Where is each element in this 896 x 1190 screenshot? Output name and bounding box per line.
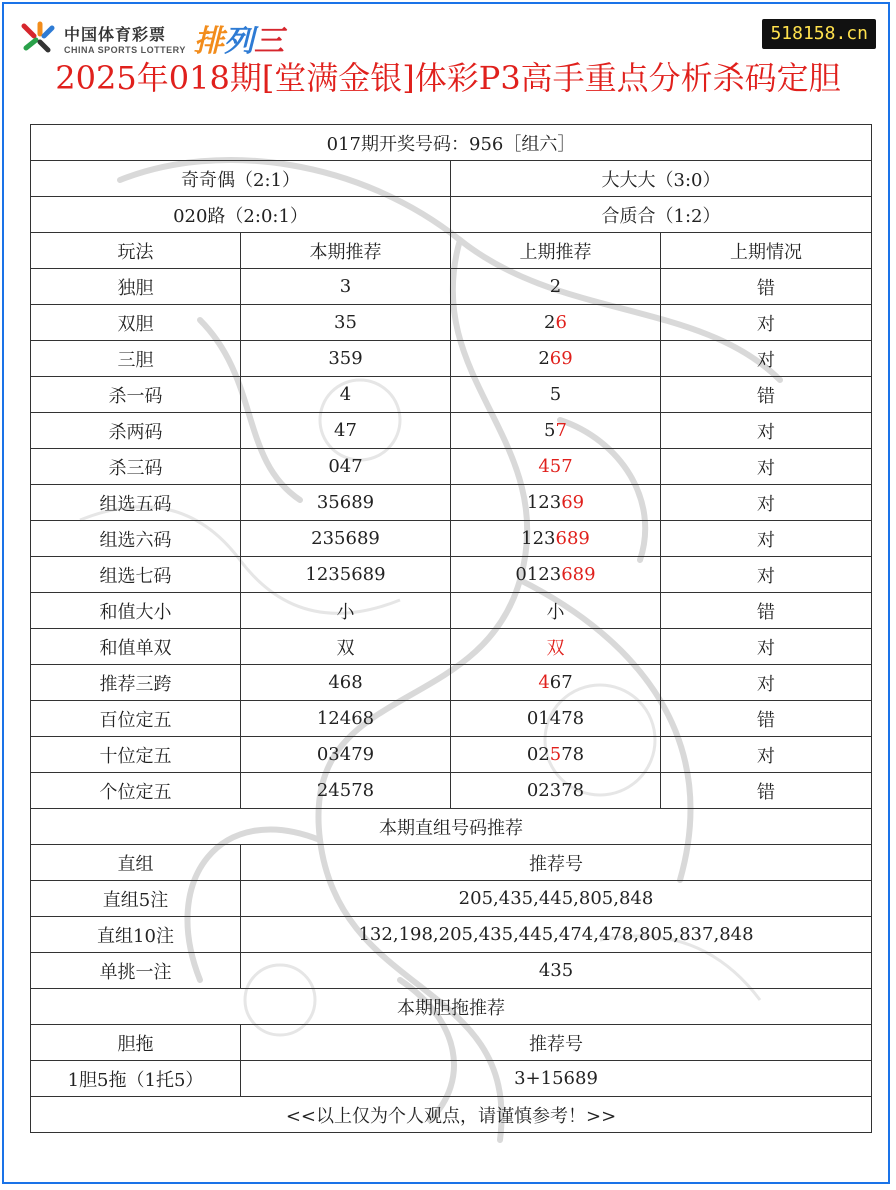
current-pick: 24578 — [241, 773, 451, 809]
current-pick: 双 — [241, 629, 451, 665]
previous-status: 对 — [661, 449, 872, 485]
table-row — [31, 773, 872, 809]
current-pick: 468 — [241, 665, 451, 701]
previous-pick — [451, 413, 661, 449]
direct-row — [31, 917, 872, 953]
current-pick: 235689 — [241, 521, 451, 557]
current-pick: 12468 — [241, 701, 451, 737]
odd-even: 奇奇偶（2:1） — [31, 161, 451, 197]
dantuo-type: 1胆5拖（1托5） — [31, 1061, 241, 1097]
previous-status: 对 — [661, 665, 872, 701]
current-pick: 小 — [241, 593, 451, 629]
previous-pick — [451, 773, 661, 809]
previous-pick — [451, 341, 661, 377]
table-row — [31, 701, 872, 737]
dantuo-col-type: 胆拖 — [31, 1025, 241, 1061]
previous-pick — [451, 449, 661, 485]
previous-pick-segment: 4 — [538, 672, 550, 693]
previous-pick-segment: 69 — [561, 492, 585, 513]
previous-status: 错 — [661, 773, 872, 809]
previous-pick-segment: 0123 — [515, 564, 562, 585]
table-row — [31, 521, 872, 557]
current-pick: 35 — [241, 305, 451, 341]
col-header-previous: 上期推荐 — [451, 233, 661, 269]
play-name: 杀一码 — [31, 377, 241, 413]
footer-note: <<以上仅为个人观点，请谨慎参考！>> — [31, 1097, 872, 1133]
table-row — [31, 629, 872, 665]
previous-pick — [451, 737, 661, 773]
previous-status: 错 — [661, 701, 872, 737]
table-row — [31, 377, 872, 413]
direct-col-nums: 推荐号 — [241, 845, 872, 881]
previous-pick — [451, 701, 661, 737]
brand-pailie3 — [194, 16, 284, 60]
lottery-logo — [18, 16, 284, 60]
draw-result-row — [31, 125, 872, 161]
dantuo-numbers: 3+15689 — [241, 1061, 872, 1097]
current-pick: 47 — [241, 413, 451, 449]
previous-pick-segment: 01478 — [526, 708, 585, 729]
dantuo-section-title-row — [31, 989, 872, 1025]
logo-chinese-text: 中国体育彩票 — [64, 24, 167, 44]
previous-pick — [451, 305, 661, 341]
previous-status: 对 — [661, 413, 872, 449]
previous-pick-segment: 5 — [549, 744, 562, 765]
page-title: 2025年018期[堂满金银]体彩P3高手重点分析杀码定胆 — [55, 59, 841, 97]
current-pick: 35689 — [241, 485, 451, 521]
previous-pick-segment: 2 — [538, 348, 550, 369]
footer-row — [31, 1097, 872, 1133]
direct-section-title-row — [31, 809, 872, 845]
play-name: 和值大小 — [31, 593, 241, 629]
previous-pick — [451, 485, 661, 521]
previous-status: 对 — [661, 629, 872, 665]
play-name: 组选五码 — [31, 485, 241, 521]
table-row — [31, 485, 872, 521]
previous-pick-segment: 689 — [561, 564, 596, 585]
current-pick: 4 — [241, 377, 451, 413]
current-pick: 047 — [241, 449, 451, 485]
previous-status: 对 — [661, 485, 872, 521]
previous-status: 对 — [661, 737, 872, 773]
play-name: 双胆 — [31, 305, 241, 341]
previous-pick-segment: 123 — [526, 492, 562, 513]
play-name: 个位定五 — [31, 773, 241, 809]
table-row — [31, 269, 872, 305]
previous-status: 错 — [661, 593, 872, 629]
table-row — [31, 305, 872, 341]
play-name: 十位定五 — [31, 737, 241, 773]
previous-pick-segment: 5 — [544, 420, 556, 441]
previous-pick-segment: 7 — [555, 420, 567, 441]
brand-char-1: 排 — [193, 24, 224, 59]
column-header-row — [31, 233, 872, 269]
play-name: 组选七码 — [31, 557, 241, 593]
table-row — [31, 737, 872, 773]
current-pick: 3 — [241, 269, 451, 305]
col-header-status: 上期情况 — [661, 233, 872, 269]
current-pick: 359 — [241, 341, 451, 377]
previous-pick-segment: 2 — [544, 312, 556, 333]
previous-pick — [451, 521, 661, 557]
col-header-play: 玩法 — [31, 233, 241, 269]
play-name: 杀三码 — [31, 449, 241, 485]
previous-pick-segment: 2 — [549, 276, 562, 297]
direct-numbers: 435 — [241, 953, 872, 989]
brand-char-2: 列 — [223, 24, 254, 59]
table-row — [31, 341, 872, 377]
direct-numbers: 132,198,205,435,445,474,478,805,837,848 — [241, 917, 872, 953]
previous-pick-segment: 69 — [549, 348, 573, 369]
previous-pick-segment: 457 — [538, 456, 573, 477]
route-row — [31, 197, 872, 233]
previous-pick-segment: 6 — [555, 312, 567, 333]
previous-pick — [451, 557, 661, 593]
dantuo-col-nums: 推荐号 — [241, 1025, 872, 1061]
brand-char-3: 三 — [253, 24, 284, 59]
direct-type: 直组10注 — [31, 917, 241, 953]
previous-pick — [451, 269, 661, 305]
play-name: 推荐三跨 — [31, 665, 241, 701]
dantuo-section-title: 本期胆拖推荐 — [31, 989, 872, 1025]
draw-result: 017期开奖号码：956［组六］ — [31, 125, 872, 161]
play-name: 组选六码 — [31, 521, 241, 557]
play-name: 三胆 — [31, 341, 241, 377]
previous-status: 对 — [661, 305, 872, 341]
previous-pick-segment: 双 — [546, 637, 565, 659]
direct-type: 单挑一注 — [31, 953, 241, 989]
previous-pick — [451, 377, 661, 413]
play-name: 和值单双 — [31, 629, 241, 665]
previous-status: 对 — [661, 341, 872, 377]
play-name: 杀两码 — [31, 413, 241, 449]
direct-row — [31, 881, 872, 917]
current-pick: 03479 — [241, 737, 451, 773]
previous-status: 错 — [661, 377, 872, 413]
table-row — [31, 413, 872, 449]
previous-pick-segment: 123 — [521, 528, 556, 549]
route-012: 020路（2:0:1） — [31, 197, 451, 233]
lottery-logo-icon — [18, 18, 58, 58]
previous-pick — [451, 593, 661, 629]
table-row — [31, 449, 872, 485]
previous-status: 错 — [661, 269, 872, 305]
previous-pick-segment: 02 — [526, 744, 550, 765]
previous-pick-segment: 5 — [549, 384, 562, 405]
logo-english-text: CHINA SPORTS LOTTERY — [64, 44, 186, 55]
analysis-table — [30, 124, 872, 1133]
dantuo-row — [31, 1061, 872, 1097]
shape-row — [31, 161, 872, 197]
previous-pick-segment: 02378 — [526, 780, 585, 801]
table-row — [31, 557, 872, 593]
direct-numbers: 205,435,445,805,848 — [241, 881, 872, 917]
play-name: 独胆 — [31, 269, 241, 305]
direct-header-row — [31, 845, 872, 881]
previous-pick — [451, 629, 661, 665]
direct-row — [31, 953, 872, 989]
table-row — [31, 665, 872, 701]
previous-pick-segment: 78 — [561, 744, 585, 765]
direct-type: 直组5注 — [31, 881, 241, 917]
direct-section-title: 本期直组号码推荐 — [31, 809, 872, 845]
previous-pick-segment: 67 — [549, 672, 573, 693]
direct-col-type: 直组 — [31, 845, 241, 881]
dantuo-header-row — [31, 1025, 872, 1061]
col-header-current: 本期推荐 — [241, 233, 451, 269]
previous-status: 对 — [661, 557, 872, 593]
previous-status: 对 — [661, 521, 872, 557]
prime-composite: 合质合（1:2） — [451, 197, 872, 233]
header — [0, 0, 896, 120]
previous-pick — [451, 665, 661, 701]
current-pick: 1235689 — [241, 557, 451, 593]
big-small: 大大大（3:0） — [451, 161, 872, 197]
play-name: 百位定五 — [31, 701, 241, 737]
previous-pick-segment: 小 — [546, 601, 565, 623]
table-row — [31, 593, 872, 629]
previous-pick-segment: 689 — [555, 528, 590, 549]
site-badge: 518158.cn — [762, 19, 876, 49]
